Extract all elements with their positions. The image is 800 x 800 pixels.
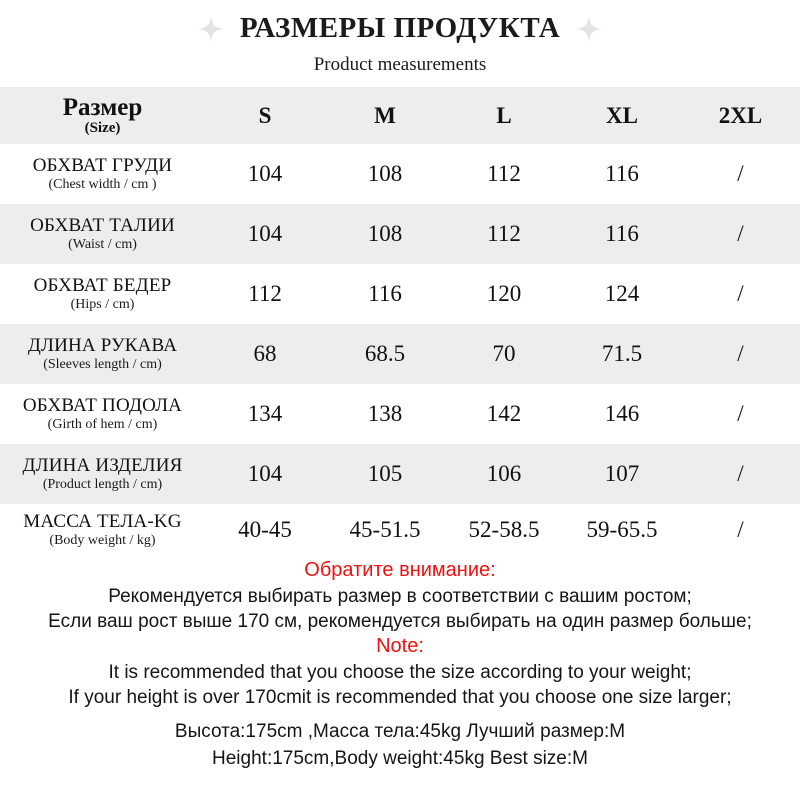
size-recommendation-summary bbox=[0, 719, 800, 773]
cell-sleeves-xl: 71.5 bbox=[601, 341, 643, 366]
table-row bbox=[0, 384, 800, 444]
row-label-hips bbox=[0, 264, 205, 324]
column-header-m: M bbox=[374, 102, 396, 128]
cell-hips-s: 112 bbox=[248, 281, 282, 306]
cell-chest-xl: 116 bbox=[605, 161, 639, 186]
cell-weight-l: 52-58.5 bbox=[468, 517, 540, 542]
cell-waist-2xl: / bbox=[737, 221, 744, 246]
notes-heading-en: Note: bbox=[376, 635, 424, 658]
row-label-ru: ОБХВАТ ПОДОЛА bbox=[22, 394, 183, 416]
cell-hem-xl: 146 bbox=[604, 401, 640, 426]
cell-length-l: 106 bbox=[486, 461, 522, 486]
sparkle-icon bbox=[198, 16, 224, 42]
row-label-ru: ОБХВАТ ГРУДИ bbox=[32, 154, 173, 176]
page-header bbox=[0, 0, 800, 76]
cell-length-s: 104 bbox=[247, 461, 283, 486]
cell-chest-s: 104 bbox=[247, 161, 283, 186]
cell-sleeves-s: 68 bbox=[253, 341, 277, 366]
cell-length-2xl: / bbox=[737, 461, 744, 486]
row-label-sleeves bbox=[0, 324, 205, 384]
cell-chest-m: 108 bbox=[367, 161, 403, 186]
row-label-en: (Waist / cm) bbox=[68, 237, 137, 253]
cell-hem-m: 138 bbox=[367, 401, 403, 426]
table-row bbox=[0, 144, 800, 204]
table-row bbox=[0, 204, 800, 264]
column-header-s: S bbox=[258, 102, 272, 128]
column-header-l: L bbox=[496, 102, 512, 128]
cell-waist-xl: 116 bbox=[605, 221, 639, 246]
cell-waist-s: 104 bbox=[247, 221, 283, 246]
cell-waist-m: 108 bbox=[367, 221, 403, 246]
cell-length-m: 105 bbox=[367, 461, 403, 486]
table-header-row bbox=[0, 87, 800, 144]
page-subtitle: Product measurements bbox=[313, 54, 487, 75]
cell-sleeves-l: 70 bbox=[492, 341, 516, 366]
row-label-ru: ДЛИНА РУКАВА bbox=[27, 334, 178, 356]
row-label-ru: ОБХВАТ БЕДЕР bbox=[33, 274, 172, 296]
cell-chest-2xl: / bbox=[737, 161, 744, 186]
cell-weight-xl: 59-65.5 bbox=[586, 517, 658, 542]
cell-waist-l: 112 bbox=[487, 221, 521, 246]
row-label-waist bbox=[0, 204, 205, 264]
row-label-ru: ДЛИНА ИЗДЕЛИЯ bbox=[22, 454, 183, 476]
summary-line-en: Height:175cm,Body weight:45kg Best size:M bbox=[212, 748, 588, 770]
cell-hips-m: 116 bbox=[368, 281, 402, 306]
table-row bbox=[0, 324, 800, 384]
row-label-en: (Product length / cm) bbox=[42, 477, 163, 493]
notes-ru-line-2: Если ваш рост выше 170 см, рекомендуется выбирать на один размер больше; bbox=[48, 610, 752, 632]
notes-section bbox=[0, 558, 800, 773]
cell-weight-2xl: / bbox=[737, 517, 744, 542]
cell-sleeves-2xl: / bbox=[737, 341, 744, 366]
row-label-body-weight bbox=[0, 504, 205, 556]
row-label-en: (Body weight / kg) bbox=[49, 533, 156, 549]
sparkle-icon bbox=[576, 16, 602, 42]
cell-hips-l: 120 bbox=[486, 281, 522, 306]
row-label-chest bbox=[0, 144, 205, 204]
header-size-label-ru: Размер bbox=[62, 94, 143, 122]
cell-chest-l: 112 bbox=[487, 161, 521, 186]
size-chart-table bbox=[0, 87, 800, 556]
row-label-en: (Sleeves length / cm) bbox=[43, 357, 162, 373]
cell-length-xl: 107 bbox=[604, 461, 640, 486]
table-row bbox=[0, 444, 800, 504]
notes-en-line-1: It is recommended that you choose the size according to your weight; bbox=[108, 661, 692, 683]
row-label-ru: ОБХВАТ ТАЛИИ bbox=[30, 214, 175, 236]
row-label-en: (Girth of hem / cm) bbox=[47, 417, 158, 433]
cell-hem-l: 142 bbox=[486, 401, 522, 426]
header-size-label-en: (Size) bbox=[84, 120, 121, 137]
row-label-length bbox=[0, 444, 205, 504]
cell-weight-m: 45-51.5 bbox=[349, 517, 421, 542]
cell-weight-s: 40-45 bbox=[238, 517, 292, 542]
cell-hem-s: 134 bbox=[247, 401, 283, 426]
row-label-en: (Chest width / cm ) bbox=[48, 177, 157, 193]
notes-ru-line-1: Рекомендуется выбирать размер в соответствии с вашим ростом; bbox=[108, 585, 692, 607]
table-row bbox=[0, 504, 800, 556]
cell-hem-2xl: / bbox=[737, 401, 744, 426]
row-label-en: (Hips / cm) bbox=[70, 297, 135, 313]
row-label-ru: МАССА ТЕЛА-KG bbox=[23, 510, 182, 532]
notes-heading-ru: Обратите внимание: bbox=[304, 559, 496, 581]
row-label-hem bbox=[0, 384, 205, 444]
cell-hips-xl: 124 bbox=[604, 281, 640, 306]
table-row bbox=[0, 264, 800, 324]
column-header-2xl: 2XL bbox=[718, 102, 763, 128]
summary-line-ru: Высота:175cm ,Масса тела:45kg Лучший размер:M bbox=[174, 721, 626, 743]
notes-en-line-2: If your height is over 170cmit is recommended that you choose one size larger; bbox=[68, 686, 732, 708]
column-header-xl: XL bbox=[606, 102, 638, 128]
page-title: РАЗМЕРЫ ПРОДУКТА bbox=[239, 12, 561, 44]
title-row bbox=[0, 12, 800, 45]
header-size-label bbox=[0, 87, 205, 144]
cell-sleeves-m: 68.5 bbox=[364, 341, 406, 366]
cell-hips-2xl: / bbox=[737, 281, 744, 306]
